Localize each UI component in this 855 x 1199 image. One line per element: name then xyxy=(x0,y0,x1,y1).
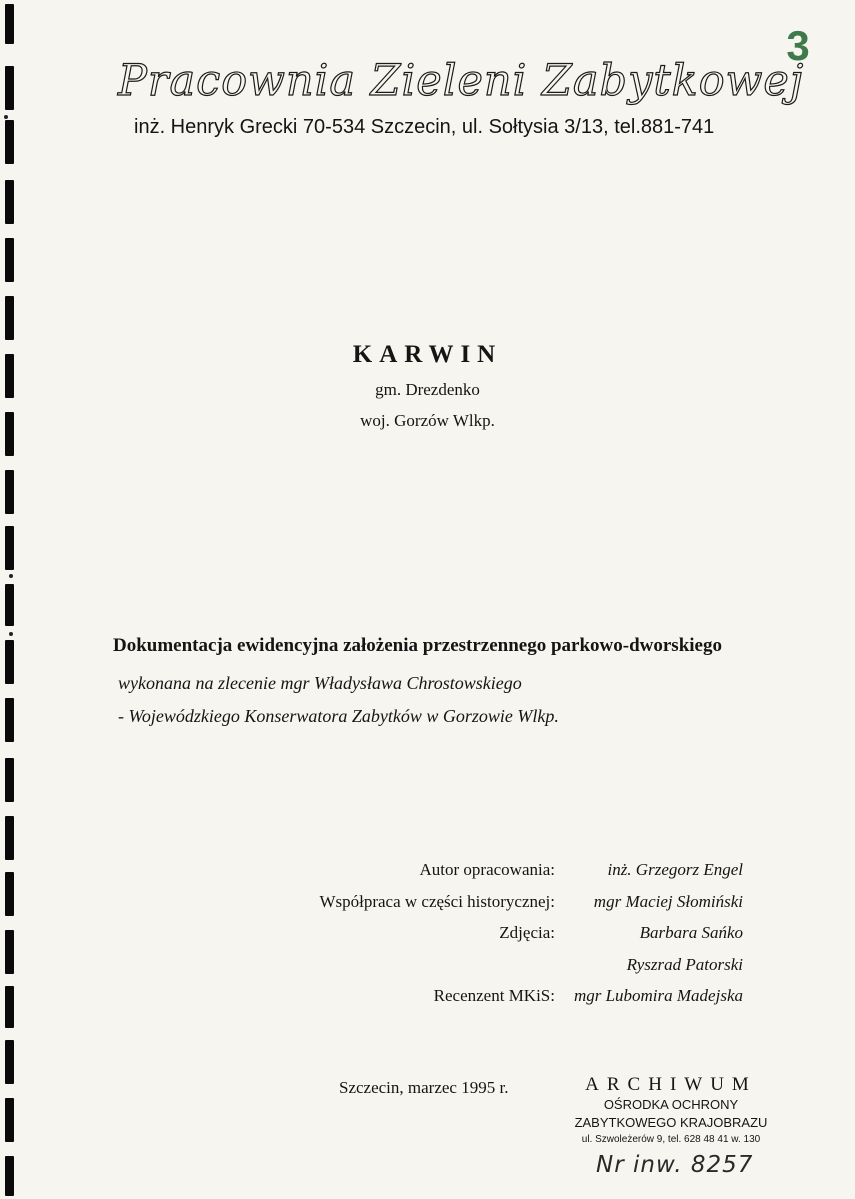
place-and-date: Szczecin, marzec 1995 r. xyxy=(339,1078,509,1097)
credit-value: Ryszrad Patorski xyxy=(626,954,743,974)
stamp-line: ZABYTKOWEGO KRAJOBRAZU xyxy=(574,1115,768,1130)
credit-value: Barbara Sańko xyxy=(639,923,743,942)
credit-label: Autor opracowania: xyxy=(419,860,555,879)
credits-block xyxy=(250,860,750,1018)
credit-label: Recenzent MKiS: xyxy=(433,986,555,1005)
binding-hole xyxy=(5,4,14,44)
credit-row xyxy=(250,860,750,892)
studio-address: inż. Henryk Grecki 70-534 Szczecin, ul. Sołtysia 3/13, tel.881-741 xyxy=(134,116,715,138)
binding-hole xyxy=(5,640,14,684)
page-number: 3 xyxy=(786,22,810,69)
binding-hole xyxy=(5,470,14,514)
credit-label: Zdjęcia: xyxy=(499,923,555,942)
binding-hole xyxy=(5,180,14,224)
binding-hole xyxy=(5,872,14,916)
archive-stamp xyxy=(568,1074,774,1148)
credit-label: Współpraca w części historycznej: xyxy=(319,891,555,911)
credit-row xyxy=(250,955,750,987)
stamp-line: OŚRODKA OCHRONY xyxy=(603,1097,739,1112)
studio-logo: Pracownia Zieleni Zabytkowej xyxy=(118,56,805,106)
binding-hole xyxy=(5,296,14,340)
binding-hole xyxy=(5,66,14,110)
binding-hole xyxy=(5,238,14,282)
document-title: Dokumentacja ewidencyjna założenia przestrzennego parkowo-dworskiego xyxy=(113,635,722,656)
binding-hole xyxy=(5,1156,14,1196)
binding-mark xyxy=(4,115,8,119)
binding-hole xyxy=(5,1098,14,1142)
binding-mark xyxy=(9,632,13,636)
stamp-line: ul. Szwoleżerów 9, tel. 628 48 41 w. 130 xyxy=(581,1134,761,1145)
credit-value: mgr Lubomira Madejska xyxy=(573,986,743,1005)
binding-hole xyxy=(5,526,14,570)
credit-value: inż. Grzegorz Engel xyxy=(607,860,743,879)
stamp-line: ARCHIWUM xyxy=(585,1074,757,1095)
binding-strip xyxy=(0,0,22,1199)
credit-value: mgr Maciej Słomiński xyxy=(593,891,743,911)
place-commune: gm. Drezdenko xyxy=(375,380,480,399)
credit-row xyxy=(250,986,750,1018)
binding-hole xyxy=(5,816,14,860)
credit-row xyxy=(250,892,750,924)
commission-line-1: wykonana na zlecenie mgr Władysława Chrostowskiego xyxy=(118,673,522,693)
place-name: KARWIN xyxy=(352,341,503,368)
binding-mark xyxy=(9,574,13,578)
place-voivodeship: woj. Gorzów Wlkp. xyxy=(360,411,495,430)
binding-hole xyxy=(5,758,14,802)
binding-hole xyxy=(5,1040,14,1084)
credit-row xyxy=(250,923,750,955)
handwritten-inventory-number: Nr inw. 8257 xyxy=(596,1152,754,1178)
binding-hole xyxy=(5,986,14,1028)
binding-hole xyxy=(5,584,14,626)
binding-hole xyxy=(5,698,14,742)
binding-hole xyxy=(5,120,14,164)
binding-hole xyxy=(5,930,14,974)
commission-line-2: - Wojewódzkiego Konserwatora Zabytków w Gorzowie Wlkp. xyxy=(118,706,559,726)
